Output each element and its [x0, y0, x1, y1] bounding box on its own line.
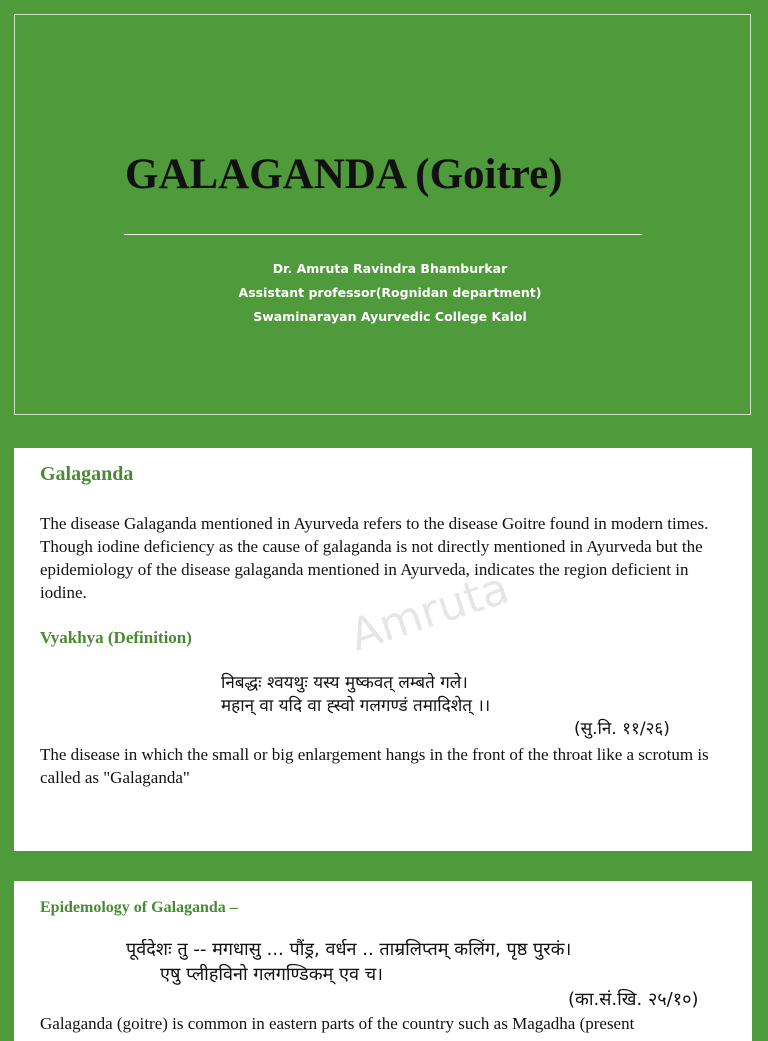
slide-galaganda	[14, 448, 752, 851]
verse-reference: (सु.नि. ११/२६)	[574, 719, 670, 739]
title-frame	[14, 14, 751, 415]
author-info	[160, 257, 620, 329]
definition-paragraph: The disease in which the small or big enlargement hangs in the front of the throat like a scrotum is called as "Galaganda"	[40, 745, 709, 787]
slide-heading: Epidemology of Galaganda –	[40, 899, 238, 916]
title-divider	[124, 234, 642, 235]
sanskrit-verse-line-1: पूर्वदेशः तु -- मगधासु ... पौंड्र, वर्धन .. ताम्रलिप्तम् कलिंग, पृष्ठ पुरकं।	[126, 939, 572, 960]
author-institution: Swaminarayan Ayurvedic College Kalol	[253, 309, 527, 324]
slide-epidemology	[14, 881, 752, 1041]
sanskrit-verse-line-2: महान् वा यदि वा ह्स्वो गलगण्डं तमादिशेत् ।।	[221, 696, 491, 716]
author-position: Assistant professor(Rognidan department)	[238, 285, 542, 300]
epidemology-paragraph: Galaganda (goitre) is common in eastern parts of the country such as Magadha (present	[40, 1014, 635, 1033]
definition-heading: Vyakhya (Definition)	[40, 628, 192, 647]
intro-paragraph: The disease Galaganda mentioned in Ayurveda refers to the disease Goitre found in modern times. Though iodine deficiency as the cause of galaganda is not directly mentioned in Ayurveda but the epidemiology of the disease galaganda mentioned in Ayurveda, indicates the region deficient in iodine.	[40, 514, 709, 602]
sanskrit-verse-line-1: निबद्धः श्वयथुः यस्य मुष्कवत् लम्बते गले।	[221, 673, 468, 693]
verse-reference: (का.सं.खि. २५/१०)	[568, 989, 699, 1010]
author-name: Dr. Amruta Ravindra Bhamburkar	[272, 261, 508, 276]
slide-heading: Galaganda	[40, 463, 134, 485]
title-slide	[0, 0, 768, 432]
sanskrit-verse-line-2: एषु प्लीहविनो गलगण्डिकम् एव च।	[160, 964, 383, 985]
watermark: Amruta	[344, 562, 515, 662]
presentation-title: GALAGANDA (Goitre)	[125, 151, 563, 198]
